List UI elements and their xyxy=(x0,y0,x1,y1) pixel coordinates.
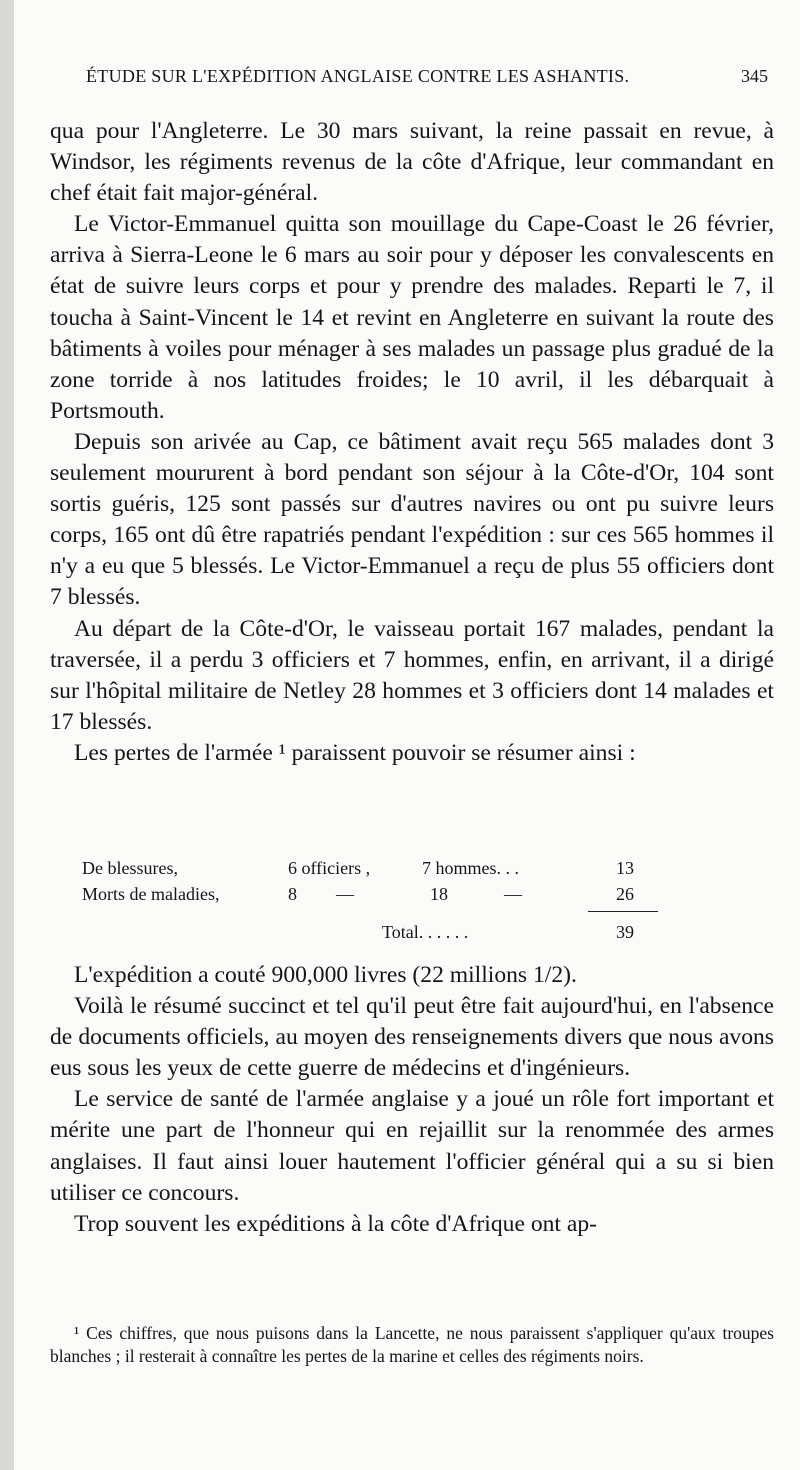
paragraph: Au départ de la Côte-d'Or, le vaisseau portait 167 malades, pendant la traversée, il a perdu 3 officiers et 7 hommes, enfin, en arrivant, il a dirigé sur l'hôpital militaire de Netley 28 hommes et 3 officiers dont 14 malades et 17 blessés. xyxy=(50,615,774,735)
footnote-text: ¹ Ces chiffres, que nous puisons dans la Lancette, ne nous paraissent s'appliquer qu'aux troupes blanches ; il resterait à connaître les pertes de la marine et celles des régiments noirs. xyxy=(50,1323,774,1366)
total-cell: 13 xyxy=(616,858,634,878)
paragraph: Les pertes de l'armée ¹ paraissent pouvoir se résumer ainsi : xyxy=(74,739,636,766)
total-cell: 26 xyxy=(616,884,634,904)
running-header xyxy=(86,66,772,96)
paragraph: qua pour l'Angleterre. Le 30 mars suivant, la reine passait en revue, à Windsor, les régiments revenus de la côte d'Afrique, leur commandant en chef était fait major-général. xyxy=(50,118,774,207)
total-row xyxy=(82,922,702,948)
running-title: ÉTUDE SUR L'EXPÉDITION ANGLAISE CONTRE LES ASHANTIS. xyxy=(86,66,630,86)
officiers-cell: 6 officiers , xyxy=(288,858,371,878)
hommes-cell: 7 hommes. . . xyxy=(422,858,519,878)
total-label: Total. . . . . . xyxy=(382,922,469,942)
row-label: De blessures, xyxy=(82,858,178,878)
paragraph: Depuis son arivée au Cap, ce bâtiment avait reçu 565 malades dont 3 seulement moururent à bord pendant son séjour à la Côte-d'Or, 104 sont sortis guéris, 125 sont passés sur d'autres navires ou ont pu suivre leurs corps, 165 ont dû être rapatriés pendant l'expédition : sur ces 565 hommes il n'y a eu que 5 blessés. Le Victor-Emmanuel a reçu de plus 55 officiers dont 7 blessés. xyxy=(50,428,774,611)
paragraph: L'expédition a couté 900,000 livres (22 millions 1/2). xyxy=(74,962,577,988)
table-row xyxy=(82,884,702,910)
row-label: Morts de maladies, xyxy=(82,884,220,904)
paragraph: Trop souvent les expéditions à la côte d'Afrique ont ap- xyxy=(74,1210,597,1237)
paragraph: Voilà le résumé succinct et tel qu'il peut être fait aujourd'hui, en l'absence de documents officiels, au moyen des renseignements divers que nous avons eus sous les yeux de cette guerre de médecins et d'ingénieurs. xyxy=(50,993,774,1082)
dash: — xyxy=(504,884,522,904)
paragraph: Le Victor-Emmanuel quitta son mouillage du Cape-Coast le 26 février, arriva à Sierra-Leone le 6 mars au soir pour y déposer les convalescents en état de suivre leurs corps et pour y prendre des malades. Reparti le 7, il toucha à Saint-Vincent le 14 et revint en Angleterre en suivant la route des bâtiments à voiles pour ménager à ses malades un passage plus gradué de la zone torride à nos latitudes froides; le 10 avril, il les débarquait à Portsmouth. xyxy=(50,211,774,424)
main-text-bottom xyxy=(50,960,774,1240)
dash: — xyxy=(336,884,354,904)
page-edge xyxy=(0,0,14,1470)
officiers-cell: 8 xyxy=(288,884,297,904)
footnote xyxy=(50,1322,774,1368)
hommes-cell: 18 xyxy=(430,884,448,904)
main-text-top xyxy=(50,116,774,769)
table-row xyxy=(82,858,702,884)
total-value: 39 xyxy=(616,922,634,942)
sum-rule xyxy=(588,911,658,912)
page-number: 345 xyxy=(741,66,768,86)
paragraph: Le service de santé de l'armée anglaise y a joué un rôle fort important et mérite une part de l'honneur qui en rejaillit sur la renommée des armes anglaises. Il faut ainsi louer hautement l'officier général qui a su si bien utiliser ce concours. xyxy=(50,1086,774,1206)
